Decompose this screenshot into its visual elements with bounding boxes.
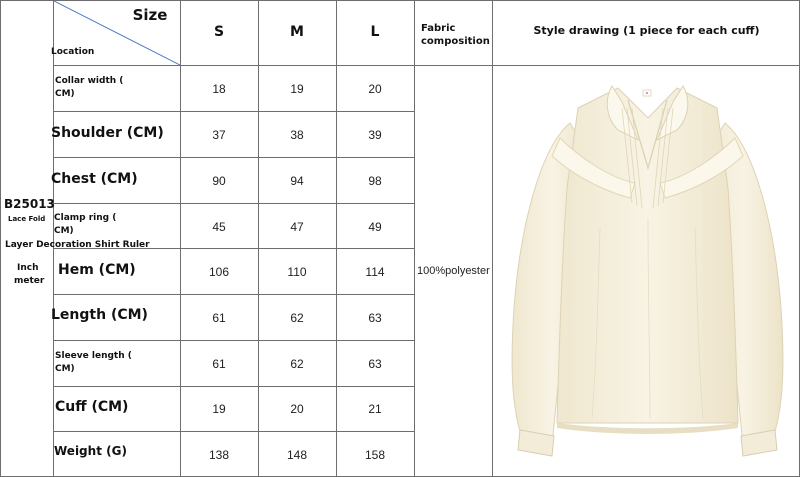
grid-line [53, 157, 415, 158]
grid-line [492, 0, 493, 477]
fabric-composition-value: 100%polyester [417, 265, 490, 277]
value-cell: 47 [290, 220, 304, 234]
grid-line [53, 111, 415, 112]
row-label-sleeve-length [55, 350, 132, 376]
size-s-header: S [213, 24, 225, 40]
value-cell: 98 [368, 174, 382, 188]
style-drawing-header: Style drawing (1 piece for each cuff) [533, 24, 760, 37]
value-cell: 38 [290, 128, 304, 142]
row-label-line: CM) [54, 226, 74, 236]
product-code: B25013 [4, 197, 55, 211]
value-cell: 110 [287, 265, 307, 279]
value-cell: 63 [368, 311, 382, 325]
value-cell: 39 [368, 128, 382, 142]
value-cell: 61 [212, 357, 226, 371]
grid-line [53, 203, 415, 204]
value-cell: 61 [212, 311, 226, 325]
value-cell: 63 [368, 357, 382, 371]
value-cell: 45 [212, 220, 226, 234]
value-cell: 20 [290, 402, 304, 416]
fabric-header-line2: composition [421, 36, 490, 47]
row-label-chest: Chest (CM) [51, 171, 138, 187]
value-cell: 62 [290, 311, 304, 325]
value-cell: 62 [290, 357, 304, 371]
row-label-line: CM) [55, 89, 75, 99]
row-label-weight: Weight (G) [54, 444, 127, 458]
grid-line [53, 340, 415, 341]
value-cell: 19 [290, 82, 304, 96]
unit-line2: meter [14, 276, 45, 286]
size-header: Size [132, 6, 168, 24]
fabric-header-line1: Fabric [421, 23, 456, 34]
location-header: Location [51, 47, 95, 57]
blouse-drawing [500, 78, 795, 472]
value-cell: 37 [212, 128, 226, 142]
value-cell: 114 [365, 265, 385, 279]
size-l-header: L [370, 24, 380, 40]
row-label-line: Clamp ring ( [54, 213, 117, 223]
row-label-hem: Hem (CM) [58, 262, 136, 278]
value-cell: 94 [290, 174, 304, 188]
product-name-line1: Lace Fold [8, 215, 46, 223]
row-label-cuff: Cuff (CM) [55, 399, 129, 415]
row-label-line: Collar width ( [55, 76, 124, 86]
value-cell: 49 [368, 220, 382, 234]
grid-line [0, 0, 1, 477]
value-cell: 158 [364, 448, 386, 462]
value-cell: 138 [208, 448, 230, 462]
unit-line1: Inch [17, 263, 39, 273]
product-name-line2: Layer Decoration Shirt Ruler [5, 240, 150, 250]
value-cell: 106 [208, 265, 230, 279]
value-cell: 90 [212, 174, 226, 188]
value-cell: 18 [212, 82, 226, 96]
value-cell: 21 [368, 402, 382, 416]
grid-line [414, 0, 415, 477]
grid-line [53, 65, 800, 66]
value-cell: 19 [212, 402, 226, 416]
row-label-shoulder: Shoulder (CM) [51, 125, 164, 141]
grid-line [53, 294, 415, 295]
row-label-collar-width [55, 75, 123, 101]
grid-line [53, 386, 415, 387]
value-cell: 20 [368, 82, 382, 96]
row-label-line: Sleeve length ( [55, 351, 132, 361]
value-cell: 148 [286, 448, 308, 462]
row-label-length: Length (CM) [51, 307, 148, 323]
row-label-clamp-ring [54, 212, 116, 238]
row-label-line: CM) [55, 364, 75, 374]
size-m-header: M [290, 24, 304, 40]
grid-line [53, 0, 54, 477]
grid-line [53, 431, 415, 432]
